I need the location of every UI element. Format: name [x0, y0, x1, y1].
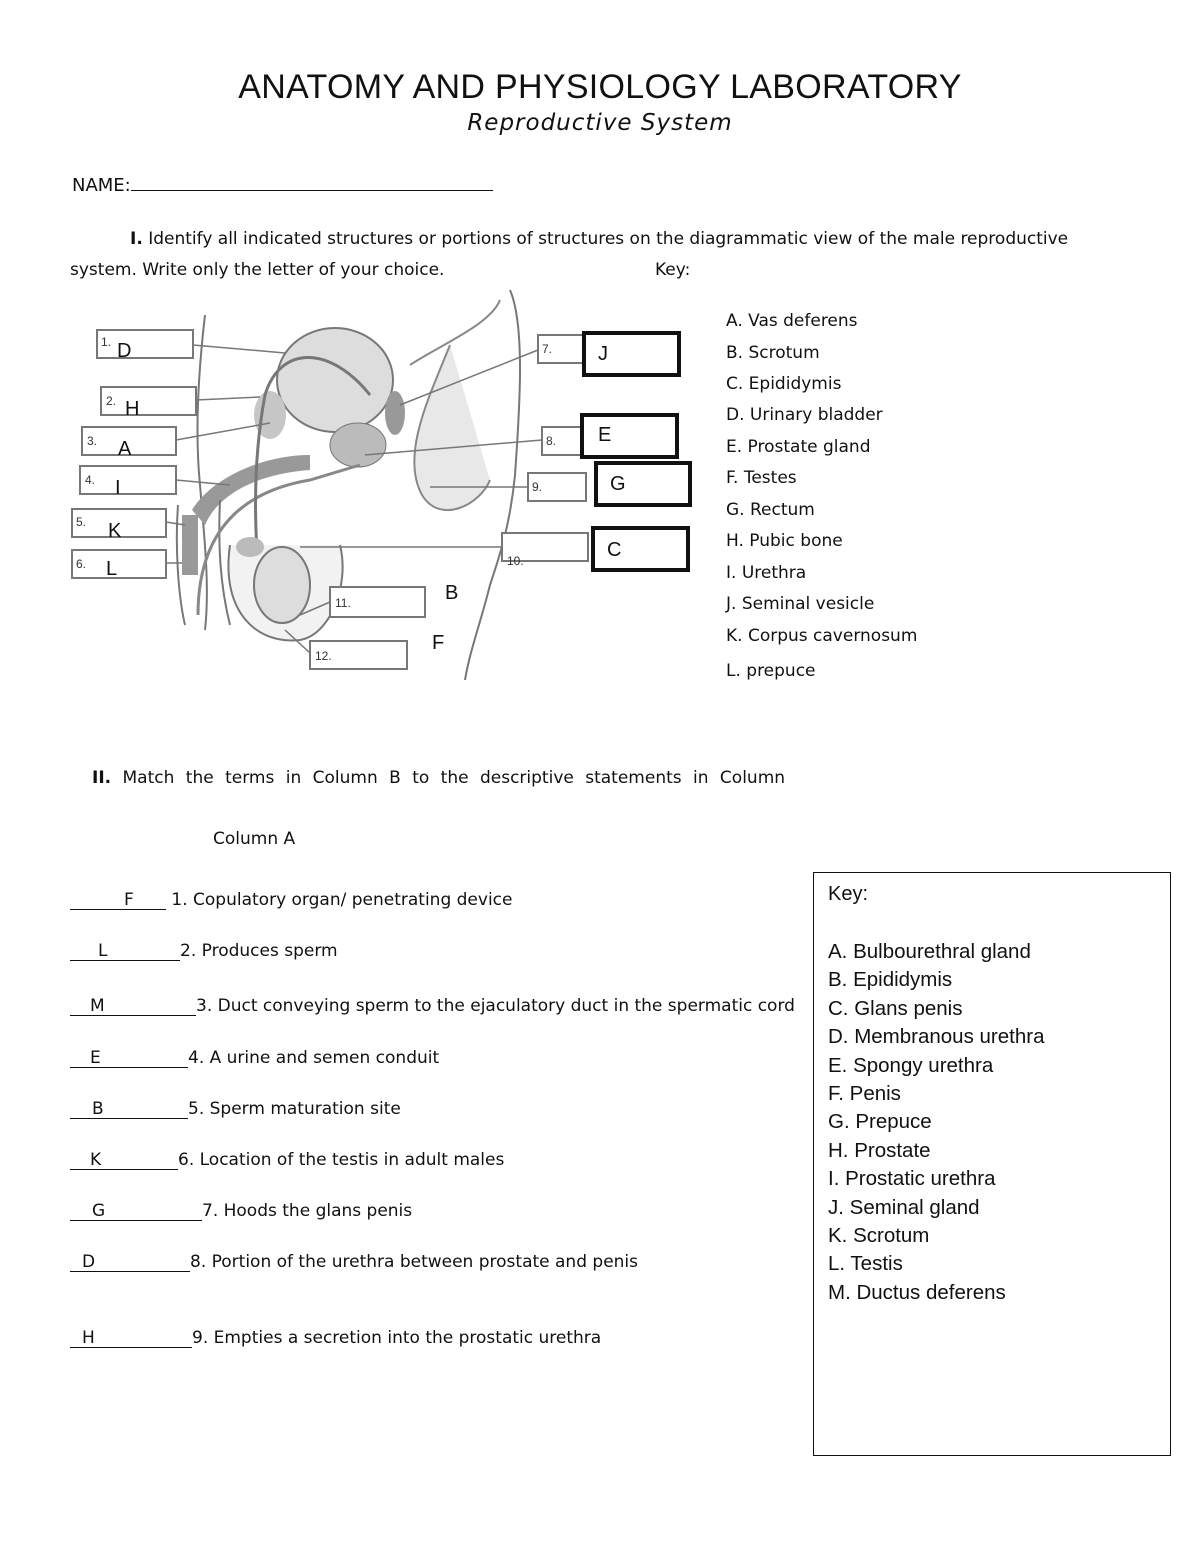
diagram-answer[interactable]: E [598, 424, 612, 446]
part1-key-item: C. Epididymis [726, 374, 842, 394]
diagram-number: 1. [101, 335, 112, 349]
diagram-number: 8. [546, 434, 557, 448]
diagram-number: 11. [335, 596, 351, 610]
part2-key-box [813, 872, 1171, 1456]
diagram-number: 4. [85, 473, 96, 487]
matching-item-text: 6. Location of the testis in adult males [178, 1150, 505, 1170]
answer-blank[interactable]: K [70, 1151, 178, 1170]
part2-key-item: J. Seminal gland [828, 1195, 980, 1219]
matching-item-text: 4. A urine and semen conduit [188, 1048, 440, 1068]
matching-item-text: 3. Duct conveying sperm to the ejaculatory duct in the spermatic cord [196, 996, 795, 1016]
part1-key-item: J. Seminal vesicle [726, 594, 875, 614]
page-title: ANATOMY AND PHYSIOLOGY LABORATORY [238, 68, 962, 106]
diagram-answer[interactable]: G [610, 473, 626, 495]
part2-key-item: I. Prostatic urethra [828, 1167, 996, 1191]
answer-blank[interactable]: B [70, 1100, 188, 1119]
part2-key-item: B. Epididymis [828, 968, 953, 992]
matching-item [70, 1048, 439, 1068]
answer-blank[interactable]: E [70, 1049, 188, 1068]
diagram-answer[interactable]: F [432, 632, 445, 654]
part2-key-list [828, 938, 1044, 1307]
matching-item [70, 1150, 504, 1170]
part1-key-item: H. Pubic bone [726, 531, 843, 551]
part2-instruction-text: Match the terms in Column B to the descriptive statements in Column [122, 768, 786, 788]
matching-item [70, 1252, 638, 1272]
part2-instruction [92, 768, 785, 788]
diagram-answer[interactable]: H [125, 398, 140, 420]
part1-key-item: B. Scrotum [726, 343, 820, 363]
matching-item-text: 5. Sperm maturation site [188, 1099, 401, 1119]
diagram-number: 3. [87, 434, 98, 448]
name-label: NAME: [72, 175, 131, 196]
diagram-number: 7. [542, 342, 553, 356]
part1-instruction [130, 229, 1068, 249]
part2-key-item: K. Scrotum [828, 1224, 930, 1248]
diagram-answer[interactable]: K [108, 520, 122, 542]
answer-blank[interactable]: F [70, 891, 166, 910]
answer-blank[interactable]: G [70, 1202, 202, 1221]
matching-item-text: 8. Portion of the urethra between prostate and penis [190, 1252, 639, 1272]
diagram-answer[interactable]: B [445, 582, 459, 604]
matching-item-text: 2. Produces sperm [180, 941, 338, 961]
matching-item [70, 1328, 601, 1348]
answer-blank[interactable]: M [70, 997, 196, 1016]
diagram-answer[interactable]: A [118, 438, 132, 460]
diagram-number: 5. [76, 515, 87, 529]
name-blank[interactable] [131, 174, 493, 191]
part2-key-item: F. Penis [828, 1082, 901, 1106]
part1-key-item: F. Testes [726, 468, 797, 488]
part2-key-heading: Key: [828, 883, 869, 905]
part2-numeral: II. [92, 768, 112, 788]
matching-item [70, 890, 513, 910]
matching-item-text: 1. Copulatory organ/ penetrating device [171, 890, 513, 910]
matching-item-text: 7. Hoods the glans penis [202, 1201, 413, 1221]
part2-key-item: E. Spongy urethra [828, 1053, 994, 1077]
part1-numeral: I. [130, 229, 143, 249]
part1-key-item: D. Urinary bladder [726, 405, 883, 425]
diagram-number: 2. [106, 394, 117, 408]
answer-blank[interactable]: L [70, 942, 180, 961]
column-a-heading: Column A [213, 829, 296, 849]
diagram-answer[interactable]: I [115, 477, 121, 499]
diagram-answer[interactable]: C [607, 539, 622, 561]
diagram-answer[interactable]: D [117, 340, 132, 362]
matching-item [70, 996, 795, 1016]
matching-item [70, 941, 338, 961]
part2-key-item: L. Testis [828, 1252, 903, 1276]
diagram-number: 6. [76, 557, 87, 571]
matching-item [70, 1099, 401, 1119]
part2-key-item: G. Prepuce [828, 1110, 932, 1134]
part2-key-item: H. Prostate [828, 1138, 931, 1162]
part1-key-item: L. prepuce [726, 661, 816, 681]
matching-item-text: 9. Empties a secretion into the prostatic urethra [192, 1328, 602, 1348]
part2-key-item: A. Bulbourethral gland [828, 940, 1031, 963]
diagram-answer[interactable]: L [106, 558, 118, 580]
part1-instruction-line1: Identify all indicated structures or portions of structures on the diagrammatic view of the male reproductive [148, 229, 1069, 249]
part1-instruction-line2: system. Write only the letter of your choice. [70, 260, 445, 280]
name-field[interactable] [72, 174, 493, 196]
part1-key-item: G. Rectum [726, 500, 815, 520]
answer-blank[interactable]: H [70, 1329, 192, 1348]
diagram-answer[interactable]: J [598, 343, 608, 365]
answer-blank[interactable]: D [70, 1253, 190, 1272]
part1-key-item: A. Vas deferens [726, 311, 858, 331]
part1-key-item: K. Corpus cavernosum [726, 626, 918, 646]
part2-key-item: D. Membranous urethra [828, 1025, 1045, 1049]
part1-key-item: I. Urethra [726, 563, 807, 583]
part2-key-item: M. Ductus deferens [828, 1280, 1006, 1304]
diagram-number: 9. [532, 480, 543, 494]
reproductive-diagram [70, 285, 710, 685]
diagram-number: 10. [507, 554, 524, 568]
diagram-number: 12. [315, 649, 332, 663]
page-subtitle: Reproductive System [467, 110, 733, 136]
matching-item [70, 1201, 412, 1221]
part1-key-item: E. Prostate gland [726, 437, 871, 457]
part2-key-item: C. Glans penis [828, 996, 963, 1020]
part1-key-heading: Key: [655, 260, 691, 280]
